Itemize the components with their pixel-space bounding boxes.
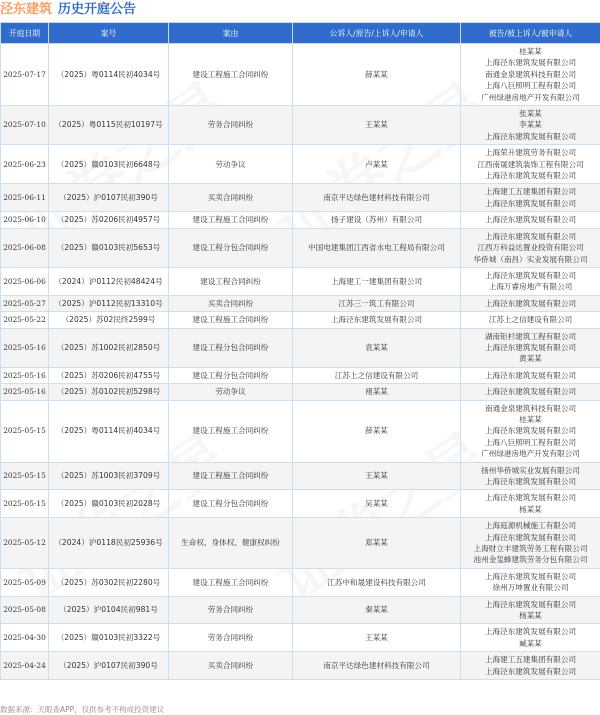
defendants-cell <box>461 367 600 383</box>
case-cause-cell: 劳动争议 <box>169 384 293 400</box>
page-title <box>0 1 136 19</box>
case-cause-cell: 建设工程施工合同纠纷 <box>169 312 293 328</box>
table-row <box>1 367 600 383</box>
defendant-name: 上海泾东建筑发展有限公司 <box>462 571 599 582</box>
defendant-name: 江西万科益达置业投资有限公司 <box>462 242 599 253</box>
defendants-cell <box>461 212 600 228</box>
table-row <box>1 596 600 624</box>
case-number-cell: （2025）苏0302民初2280号 <box>49 568 169 596</box>
defendant-name: 上海泾东建筑发展有限公司 <box>462 214 599 225</box>
date-cell: 2025-07-10 <box>1 106 49 145</box>
plaintiff-cell: 吴某某 <box>293 490 461 518</box>
column-header-cause: 案由 <box>169 23 293 44</box>
plaintiff-cell: 江苏上之信建设有限公司 <box>293 367 461 383</box>
defendants-cell <box>461 400 600 462</box>
table-row <box>1 212 600 228</box>
defendant-name: 臧某某 <box>462 638 599 649</box>
date-cell: 2025-05-09 <box>1 568 49 596</box>
defendants-cell <box>461 328 600 367</box>
case-number-cell: （2025）沪0107民初390号 <box>49 184 169 212</box>
table-row <box>1 228 600 267</box>
defendants-cell <box>461 44 600 106</box>
defendants-cell <box>461 462 600 490</box>
date-cell: 2025-07-17 <box>1 44 49 106</box>
table-row <box>1 652 600 680</box>
date-cell: 2025-06-11 <box>1 184 49 212</box>
plaintiff-cell: 薛某某 <box>293 44 461 106</box>
defendant-name: 杨某某 <box>462 610 599 621</box>
defendant-name: 上海八巨照明工程有限公司 <box>462 437 599 448</box>
court-announcements-table <box>0 22 600 680</box>
case-cause-cell: 建设工程分包合同纠纷 <box>169 328 293 367</box>
plaintiff-cell: 江苏中和晟建设科技有限公司 <box>293 568 461 596</box>
plaintiff-cell: 褚某某 <box>293 384 461 400</box>
case-number-cell: （2025）苏0206民初4957号 <box>49 212 169 228</box>
table-row <box>1 490 600 518</box>
defendant-name: 上海泾东建筑发展有限公司 <box>462 532 599 543</box>
date-cell: 2025-06-08 <box>1 228 49 267</box>
defendant-name: 江西南晟建筑装饰工程有限公司 <box>462 159 599 170</box>
date-cell: 2025-06-23 <box>1 145 49 184</box>
date-cell: 2025-05-15 <box>1 490 49 518</box>
column-header-date: 开庭日期 <box>1 23 49 44</box>
table-row <box>1 44 600 106</box>
case-cause-cell: 建设工程施工合同纠纷 <box>169 212 293 228</box>
plaintiff-cell: 卢某某 <box>293 145 461 184</box>
column-header-plaintiff: 公诉人/原告/上诉人/申请人 <box>293 23 461 44</box>
company-name: 泾东建筑 <box>0 2 52 17</box>
plaintiff-cell: 薛某某 <box>293 400 461 462</box>
defendant-name: 扬州华侨城实业发展有限公司 <box>462 465 599 476</box>
plaintiff-cell: 上海泾东建筑发展有限公司 <box>293 312 461 328</box>
table-row <box>1 106 600 145</box>
date-cell: 2025-05-08 <box>1 596 49 624</box>
plaintiff-cell: 郑某某 <box>293 518 461 569</box>
defendant-name: 上海泾东建筑发展有限公司 <box>462 198 599 209</box>
date-cell: 2025-04-24 <box>1 652 49 680</box>
plaintiff-cell: 南京平达绿色建材科技有限公司 <box>293 184 461 212</box>
defendant-name: 上海荣升建筑劳务有限公司 <box>462 147 599 158</box>
defendant-name: 黄某某 <box>462 353 599 364</box>
defendants-cell <box>461 312 600 328</box>
case-cause-cell: 建设工程分包合同纠纷 <box>169 367 293 383</box>
case-number-cell: （2025）沪0104民初981号 <box>49 596 169 624</box>
case-cause-cell: 劳务合同纠纷 <box>169 106 293 145</box>
case-number-cell: （2025）粤0114民初4034号 <box>49 44 169 106</box>
case-cause-cell: 劳动争议 <box>169 145 293 184</box>
table-row <box>1 624 600 652</box>
defendants-cell <box>461 384 600 400</box>
case-number-cell: （2025）赣0103民初5653号 <box>49 228 169 267</box>
defendant-name: 上海泾东建筑发展有限公司 <box>462 170 599 181</box>
defendants-cell <box>461 490 600 518</box>
column-header-case-no: 案号 <box>49 23 169 44</box>
defendant-name: 上海泾东建筑发展有限公司 <box>462 57 599 68</box>
defendants-cell <box>461 295 600 311</box>
case-number-cell: （2025）苏1002民初2850号 <box>49 328 169 367</box>
column-header-defendant: 被告/被上诉人/被申请人 <box>461 23 600 44</box>
plaintiff-cell: 王某某 <box>293 462 461 490</box>
table-row <box>1 184 600 212</box>
table-row <box>1 462 600 490</box>
table-row <box>1 400 600 462</box>
plaintiff-cell: 扬子建设（苏州）有限公司 <box>293 212 461 228</box>
defendant-name: 湖南钜杉建筑工程有限公司 <box>462 331 599 342</box>
case-number-cell: （2025）苏0102民初5298号 <box>49 384 169 400</box>
plaintiff-cell: 王某某 <box>293 624 461 652</box>
case-cause-cell: 建设工程施工合同纠纷 <box>169 462 293 490</box>
defendant-name: 上海泾东建筑发展有限公司 <box>462 342 599 353</box>
case-cause-cell: 买卖合同纠纷 <box>169 652 293 680</box>
defendant-name: 徐州万坤置业有限公司 <box>462 582 599 593</box>
defendant-name: 上海泾东建筑发展有限公司 <box>462 492 599 503</box>
defendants-cell <box>461 568 600 596</box>
defendant-name: 上海泾东建筑发展有限公司 <box>462 370 599 381</box>
defendants-cell <box>461 624 600 652</box>
date-cell: 2025-05-22 <box>1 312 49 328</box>
defendant-name: 池州金玺蜂建筑劳务分包有限公司 <box>462 554 599 565</box>
table-header-row <box>1 23 600 44</box>
case-cause-cell: 建设工程施工合同纠纷 <box>169 44 293 106</box>
date-cell: 2025-05-16 <box>1 328 49 367</box>
plaintiff-cell: 秦某某 <box>293 596 461 624</box>
defendant-name: 上海财立丰建筑劳务工程有限公司 <box>462 543 599 554</box>
plaintiff-cell: 王某某 <box>293 106 461 145</box>
case-cause-cell: 建设工程施工合同纠纷 <box>169 568 293 596</box>
date-cell: 2025-05-27 <box>1 295 49 311</box>
defendant-name: 上海泾东建筑发展有限公司 <box>462 131 599 142</box>
case-number-cell: （2025）苏02民终2599号 <box>49 312 169 328</box>
table-row <box>1 267 600 295</box>
defendant-name: 上海建工五建集团有限公司 <box>462 186 599 197</box>
defendants-cell <box>461 145 600 184</box>
date-cell: 2025-05-12 <box>1 518 49 569</box>
date-cell: 2025-05-16 <box>1 367 49 383</box>
defendant-name: 广州绿港房地产开发有限公司 <box>462 92 599 103</box>
defendant-name: 上海庭源机械施工有限公司 <box>462 520 599 531</box>
date-cell: 2025-05-15 <box>1 462 49 490</box>
defendant-name: 上海泾东建筑发展有限公司 <box>462 476 599 487</box>
case-number-cell: （2025）苏0206民初4755号 <box>49 367 169 383</box>
plaintiff-cell: 南京平达绿色建材科技有限公司 <box>293 652 461 680</box>
defendant-name: 桂某某 <box>462 414 599 425</box>
data-source-note: 数据来源：天眼查APP，仅供参考不构成投资建议 <box>0 704 164 715</box>
table-row <box>1 384 600 400</box>
defendant-name: 华侨城（南昌）实业发展有限公司 <box>462 254 599 265</box>
defendant-name: 上海泾东建筑发展有限公司 <box>462 599 599 610</box>
defendants-cell <box>461 596 600 624</box>
defendants-cell <box>461 267 600 295</box>
defendant-name: 桂某某 <box>462 46 599 57</box>
case-number-cell: （2024）沪0112民初48424号 <box>49 267 169 295</box>
case-cause-cell: 建设工程合同纠纷 <box>169 267 293 295</box>
defendant-name: 上海建工五建集团有限公司 <box>462 654 599 665</box>
defendant-name: 上海八巨照明工程有限公司 <box>462 80 599 91</box>
date-cell: 2025-06-10 <box>1 212 49 228</box>
table-row <box>1 145 600 184</box>
defendant-name: 上海泾东建筑发展有限公司 <box>462 666 599 677</box>
table-row <box>1 328 600 367</box>
date-cell: 2025-05-15 <box>1 400 49 462</box>
defendant-name: 李某某 <box>462 119 599 130</box>
case-cause-cell: 生命权、身体权、健康权纠纷 <box>169 518 293 569</box>
date-cell: 2025-05-16 <box>1 384 49 400</box>
page-subtitle: 历史开庭公告 <box>58 2 136 17</box>
case-number-cell: （2025）沪0107民初390号 <box>49 652 169 680</box>
case-cause-cell: 劳务合同纠纷 <box>169 596 293 624</box>
case-cause-cell: 买卖合同纠纷 <box>169 184 293 212</box>
defendant-name: 南通金泉建筑科技有限公司 <box>462 69 599 80</box>
case-number-cell: （2025）粤0115民初10197号 <box>49 106 169 145</box>
case-cause-cell: 建设工程分包合同纠纷 <box>169 228 293 267</box>
defendant-name: 上海泾东建筑发展有限公司 <box>462 425 599 436</box>
case-number-cell: （2025）赣0103民初2028号 <box>49 490 169 518</box>
defendants-cell <box>461 518 600 569</box>
plaintiff-cell: 上海建工一建集团有限公司 <box>293 267 461 295</box>
case-number-cell: （2025）赣0103民初3322号 <box>49 624 169 652</box>
defendant-name: 上海泾东建筑发展有限公司 <box>462 386 599 397</box>
plaintiff-cell: 中国电建集团江西省水电工程局有限公司 <box>293 228 461 267</box>
plaintiff-cell: 袁某某 <box>293 328 461 367</box>
plaintiff-cell: 江苏三一筑工有限公司 <box>293 295 461 311</box>
defendant-name: 上海泾东建筑发展有限公司 <box>462 626 599 637</box>
case-cause-cell: 劳务合同纠纷 <box>169 624 293 652</box>
defendant-name: 上海泾东建筑发展有限公司 <box>462 231 599 242</box>
case-number-cell: （2025）沪0112民初13310号 <box>49 295 169 311</box>
defendants-cell <box>461 228 600 267</box>
case-number-cell: （2025）粤0114民初4034号 <box>49 400 169 462</box>
defendant-name: 张某某 <box>462 108 599 119</box>
defendant-name: 杨某某 <box>462 504 599 515</box>
table-row <box>1 518 600 569</box>
defendant-name: 上海泾东建筑发展有限公司 <box>462 270 599 281</box>
case-cause-cell: 建设工程施工合同纠纷 <box>169 400 293 462</box>
defendant-name: 上海泾东建筑发展有限公司 <box>462 298 599 309</box>
date-cell: 2025-06-06 <box>1 267 49 295</box>
defendant-name: 江苏上之信建设有限公司 <box>462 314 599 325</box>
table-row <box>1 295 600 311</box>
case-cause-cell: 建设工程分包合同纠纷 <box>169 490 293 518</box>
defendants-cell <box>461 652 600 680</box>
case-number-cell: （2025）苏1003民初3709号 <box>49 462 169 490</box>
defendant-name: 广州绿港房地产开发有限公司 <box>462 448 599 459</box>
defendant-name: 上海万睿房地产有限公司 <box>462 281 599 292</box>
table-row <box>1 568 600 596</box>
defendants-cell <box>461 106 600 145</box>
defendants-cell <box>461 184 600 212</box>
defendant-name: 南通金泉建筑科技有限公司 <box>462 403 599 414</box>
case-number-cell: （2024）沪0118民初25936号 <box>49 518 169 569</box>
case-cause-cell: 买卖合同纠纷 <box>169 295 293 311</box>
case-number-cell: （2025）赣0103民初6648号 <box>49 145 169 184</box>
table-row <box>1 312 600 328</box>
date-cell: 2025-04-30 <box>1 624 49 652</box>
